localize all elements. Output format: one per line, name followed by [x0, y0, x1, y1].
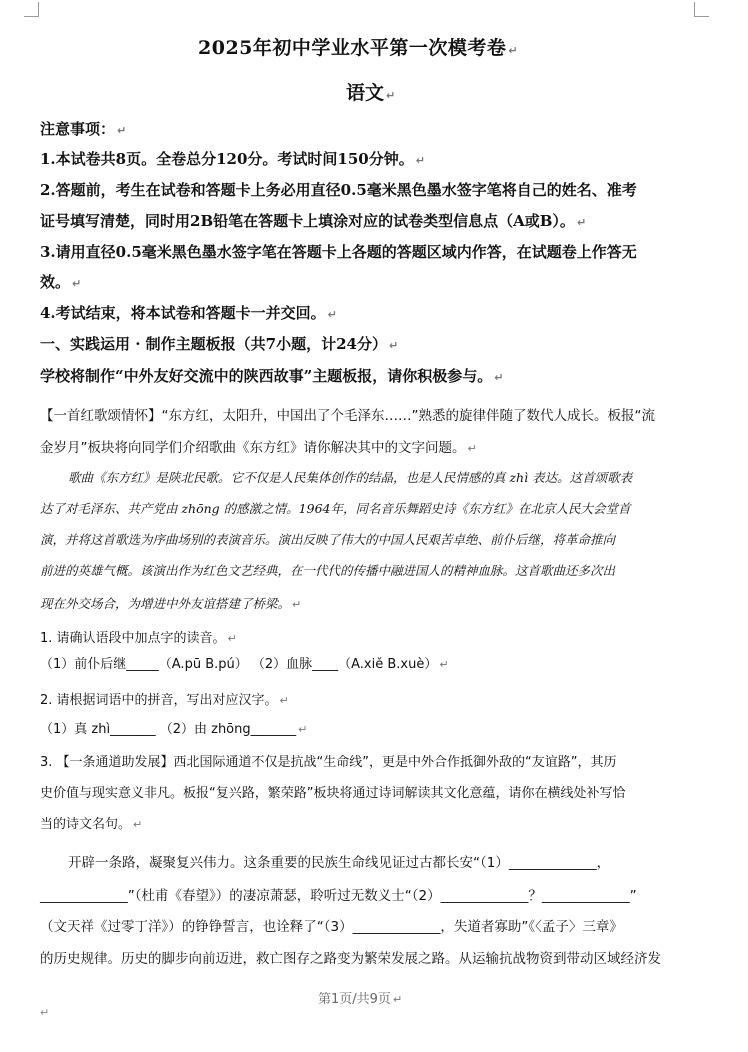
notes-item: 效。 ↵ [40, 273, 82, 291]
poem-passage-line: _____________”（杜甫《春望》）的凄凉萧瑟，聆听过无数义士“（2）_____________？_____________” [40, 888, 637, 904]
passage-line: 现在外交场合，为增进中外友谊搭建了桥梁。 ↵ [40, 596, 302, 611]
paragraph-mark: ↵ [40, 1006, 50, 1019]
subject-title: 语文 ↵ [346, 82, 396, 104]
poem-passage-line: 的历史规律。历史的脚步向前迈进，救亡图存之路变为繁荣发展之路。从运输抗战物资到带动区域经济发 [40, 951, 661, 967]
notes-item: 1.本试卷共8页。全卷总分120分。考试时间150分钟。 ↵ [40, 150, 425, 168]
block1-line: 金岁月”板块将向同学们介绍歌曲《东方红》请你解决其中的文字问题。 ↵ [40, 440, 477, 456]
question-1-options: （1）前仆后继_____（A.pū B.pú） （2）血脉____（A.xiě B.xuè） ↵ [40, 657, 449, 672]
notes-heading: 注意事项： ↵ [40, 120, 127, 138]
section-heading: 一、实践运用 · 制作主题板报（共7小题，计24分） ↵ [40, 335, 399, 353]
question-3-line: 史价值与现实意义非凡。板报“复兴路，繁荣路”板块将通过诗词解读其文化意蕴，请你在横线处补写恰 [40, 786, 626, 801]
block1-line: 【一首红歌颂情怀】“东方红，太阳升，中国出了个毛泽东……”熟悉的旋律伴随了数代人成长。板报“流 [40, 408, 655, 424]
section-intro: 学校将制作“中外友好交流中的陕西故事”主题板报，请你积极参与。 ↵ [40, 367, 504, 385]
question-2-stem: 2. 请根据词语中的拼音，写出对应汉字。 ↵ [40, 693, 289, 708]
passage-line: 达了对毛泽东、共产党由 zhōng 的感激之情。1964年，同名音乐舞蹈史诗《东方红》在北京人民大会堂首 [40, 501, 631, 516]
poem-passage-line: 开辟一条路，凝聚复兴伟力。这条重要的民族生命线见证过古都长安“（1）_____________， [68, 855, 611, 871]
question-2-options: （1）真 zhì_______ （2）由 zhōng_______ ↵ [40, 722, 308, 737]
passage-line: 演，并将这首歌选为序曲场别的表演音乐。演出反映了伟大的中国人民艰苦卓绝、前仆后继，将革命推向 [40, 532, 616, 547]
passage-line: 前进的英雄气概。该演出作为红色文艺经典，在一代代的传播中融进国人的精神血脉。这首歌曲还多次出 [40, 563, 616, 578]
question-3-line: 当的诗文名句。 ↵ [40, 817, 143, 832]
exam-title: 2025年初中学业水平第一次模考卷 ↵ [198, 37, 519, 59]
question-3-line: 3. 【一条通道助发展】西北国际通道不仅是抗战“生命线”，更是中外合作抵御外敌的“友谊路”，其历 [40, 755, 617, 770]
notes-item: 2.答题前，考生在试卷和答题卡上务必用直径0.5毫米黑色墨水签字笔将自己的姓名、准考 [40, 181, 637, 199]
passage-line: 歌曲《东方红》是陕北民歌。它不仅是人民集体创作的结晶，也是人民情感的真 zhì 表达。这首颂歌表 [68, 470, 633, 485]
crop-mark-top-left [24, 2, 39, 17]
poem-passage-line: （文天祥《过零丁洋》）的铮铮誓言，也诠释了“（3）_____________，失道者寡助”《〈孟子〉三章》 [40, 919, 623, 935]
page-footer: 第1页/共9页 ↵ [318, 992, 403, 1007]
notes-item: 4.考试结束，将本试卷和答题卡一并交回。 ↵ [40, 304, 337, 322]
notes-item: 证号填写清楚，同时用2B铅笔在答题卡上填涂对应的试卷类型信息点（A或B）。 ↵ [40, 212, 587, 230]
notes-item: 3.请用直径0.5毫米黑色墨水签字笔在答题卡上各题的答题区域内作答，在试题卷上作答无 [40, 243, 637, 261]
question-1-stem: 1. 请确认语段中加点字的读音。 ↵ [40, 631, 237, 646]
crop-mark-top-right [694, 2, 709, 17]
